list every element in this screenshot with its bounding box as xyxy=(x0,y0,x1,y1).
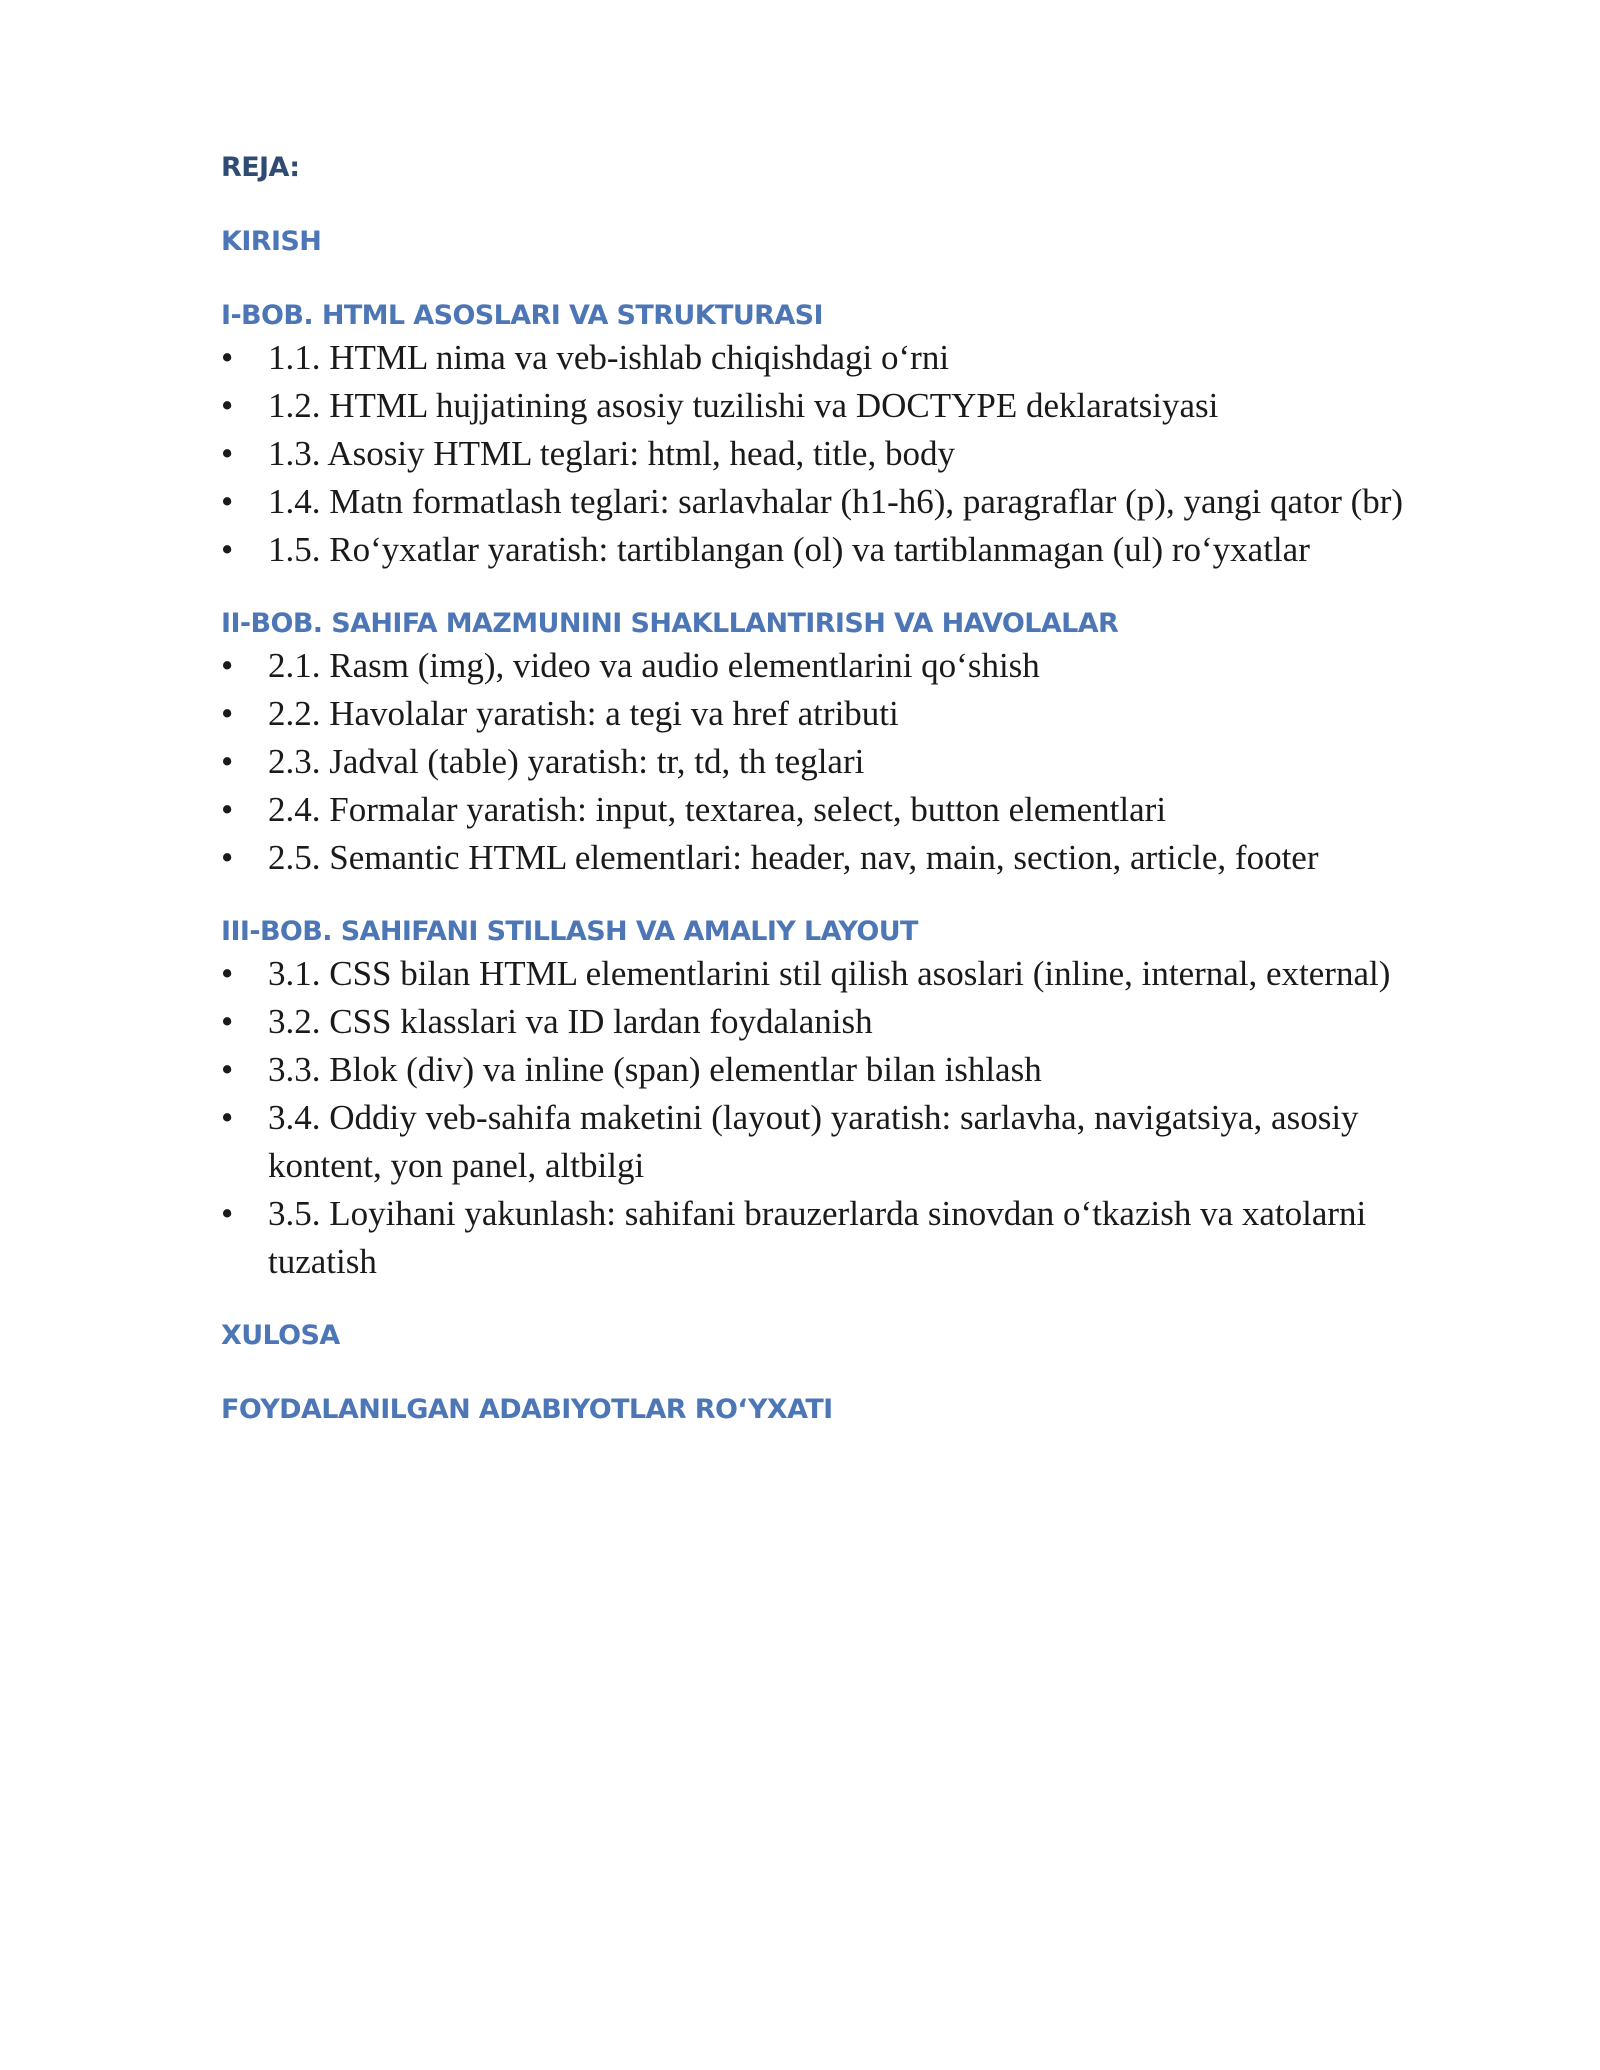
list-item xyxy=(221,334,1461,382)
bullet-icon: • xyxy=(221,694,234,733)
bullet-icon: • xyxy=(221,338,234,377)
list-item xyxy=(221,738,1461,786)
list-item-text: 2.1. Rasm (img), video va audio elementlarini qo‘shish xyxy=(268,646,1040,685)
list-item-text: 3.4. Oddiy veb-sahifa maketini (layout) yaratish: sarlavha, navigatsiya, asosiy kontent, yon panel, altbilgi xyxy=(268,1098,1359,1185)
list-item xyxy=(221,1094,1461,1190)
list-item xyxy=(221,382,1461,430)
bullet-icon: • xyxy=(221,1050,234,1089)
chapter-1-list xyxy=(221,334,1461,574)
chapter-2-list xyxy=(221,642,1461,882)
table-of-contents xyxy=(221,150,1461,1466)
list-item xyxy=(221,526,1461,574)
list-item-text: 1.2. HTML hujjatining asosiy tuzilishi va DOCTYPE deklaratsiyasi xyxy=(268,386,1219,425)
references-heading: FOYDALANILGAN ADABIYOTLAR RO‘YXATI xyxy=(221,1394,833,1425)
bullet-icon: • xyxy=(221,482,234,521)
bullet-icon: • xyxy=(221,1002,234,1041)
bullet-icon: • xyxy=(221,790,234,829)
bullet-icon: • xyxy=(221,646,234,685)
list-item xyxy=(221,834,1461,882)
list-item xyxy=(221,478,1461,526)
list-item-text: 1.1. HTML nima va veb-ishlab chiqishdagi o‘rni xyxy=(268,338,950,377)
chapter-1-heading: I-BOB. HTML ASOSLARI VA STRUKTURASI xyxy=(221,300,823,331)
list-item xyxy=(221,430,1461,478)
list-item xyxy=(221,786,1461,834)
chapter-3-heading: III-BOB. SAHIFANI STILLASH VA AMALIY LAYOUT xyxy=(221,916,918,947)
list-item-text: 3.3. Blok (div) va inline (span) elementlar bilan ishlash xyxy=(268,1050,1042,1089)
list-item-text: 2.5. Semantic HTML elementlari: header, nav, main, section, article, footer xyxy=(268,838,1319,877)
bullet-icon: • xyxy=(221,1194,234,1233)
intro-heading: KIRISH xyxy=(221,226,322,257)
bullet-icon: • xyxy=(221,434,234,473)
bullet-icon: • xyxy=(221,530,234,569)
chapter-3-list xyxy=(221,950,1461,1286)
list-item xyxy=(221,1046,1461,1094)
conclusion-heading: XULOSA xyxy=(221,1320,340,1351)
list-item-text: 2.3. Jadval (table) yaratish: tr, td, th teglari xyxy=(268,742,865,781)
bullet-icon: • xyxy=(221,954,234,993)
bullet-icon: • xyxy=(221,742,234,781)
list-item xyxy=(221,642,1461,690)
bullet-icon: • xyxy=(221,386,234,425)
chapter-2-heading: II-BOB. SAHIFA MAZMUNINI SHAKLLANTIRISH VA HAVOLALAR xyxy=(221,608,1119,639)
list-item xyxy=(221,998,1461,1046)
list-item xyxy=(221,690,1461,738)
list-item-text: 1.5. Ro‘yxatlar yaratish: tartiblangan (ol) va tartiblanmagan (ul) ro‘yxatlar xyxy=(268,530,1310,569)
list-item-text: 3.2. CSS klasslari va ID lardan foydalanish xyxy=(268,1002,873,1041)
list-item-text: 2.4. Formalar yaratish: input, textarea, select, button elementlari xyxy=(268,790,1167,829)
bullet-icon: • xyxy=(221,838,234,877)
list-item-text: 1.3. Asosiy HTML teglari: html, head, title, body xyxy=(268,434,955,473)
list-item-text: 3.1. CSS bilan HTML elementlarini stil qilish asoslari (inline, internal, external) xyxy=(268,954,1391,993)
bullet-icon: • xyxy=(221,1098,234,1137)
list-item xyxy=(221,950,1461,998)
list-item-text: 1.4. Matn formatlash teglari: sarlavhalar (h1-h6), paragraflar (p), yangi qator (br) xyxy=(268,482,1404,521)
list-item-text: 3.5. Loyihani yakunlash: sahifani brauzerlarda sinovdan o‘tkazish va xatolarni tuzatish xyxy=(268,1194,1367,1281)
list-item-text: 2.2. Havolalar yaratish: a tegi va href atributi xyxy=(268,694,899,733)
plan-title: REJA: xyxy=(221,152,300,183)
list-item xyxy=(221,1190,1461,1286)
